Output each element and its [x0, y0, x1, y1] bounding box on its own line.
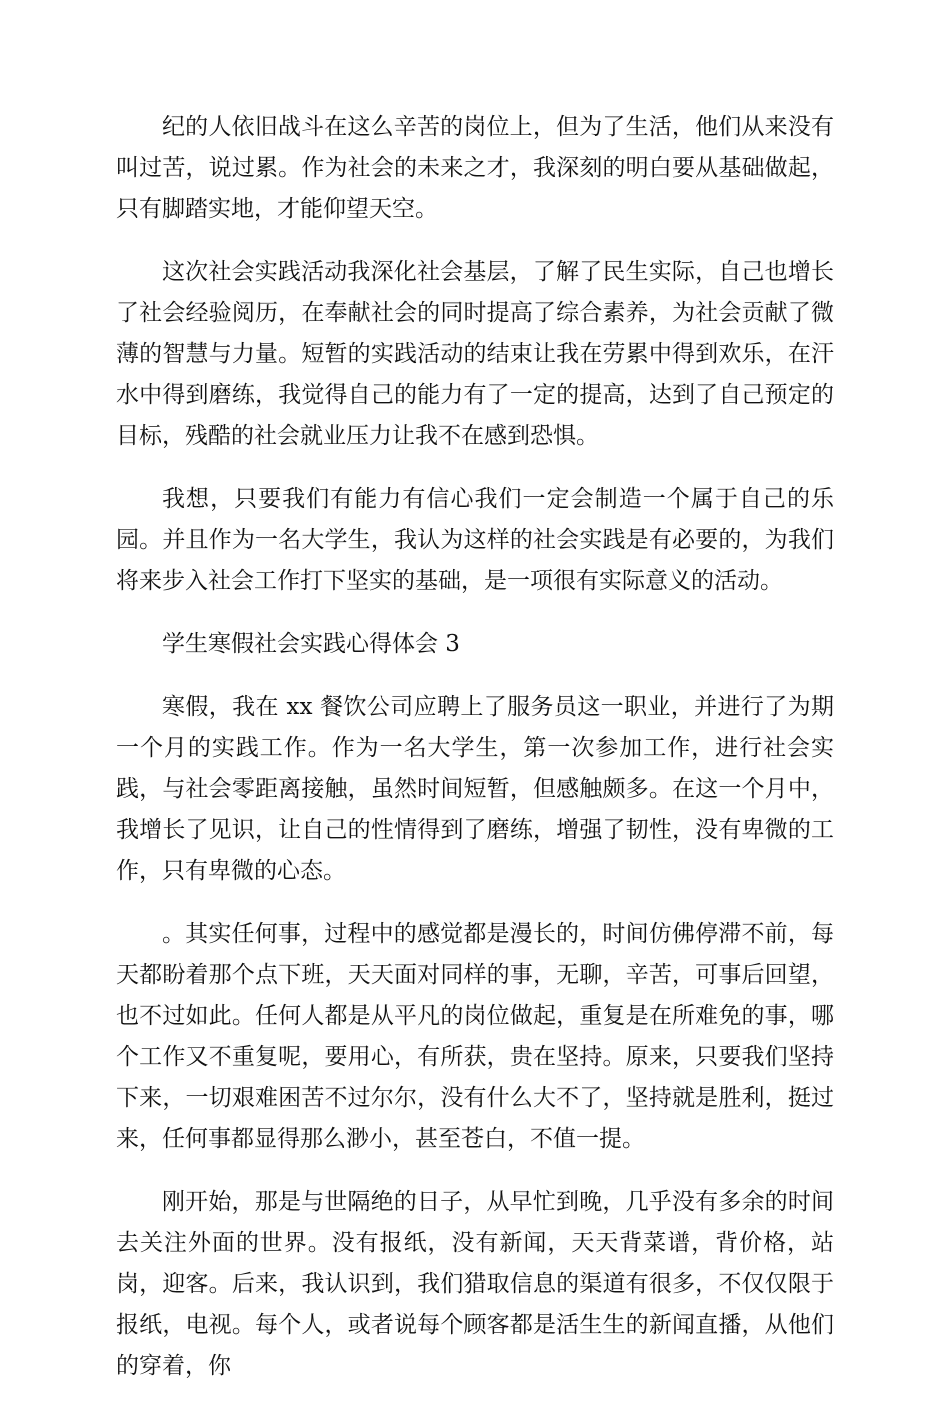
- paragraph: 这次社会实践活动我深化社会基层，了解了民生实际，自己也增长了社会经验阅历，在奉献社会的同时提高了综合素养，为社会贡献了微薄的智慧与力量。短暂的实践活动的结束让我在劳累中得到欢乐，在汗水中得到磨练，我觉得自己的能力有了一定的提高，达到了自己预定的目标，残酷的社会就业压力让我不在感到恐惧。: [116, 259, 834, 449]
- paragraph: 我想，只要我们有能力有信心我们一定会制造一个属于自己的乐园。并且作为一名大学生，我认为这样的社会实践是有必要的，为我们将来步入社会工作打下坚实的基础，是一项很有实际意义的活动。: [116, 486, 834, 594]
- paragraph: 纪的人依旧战斗在这么辛苦的岗位上，但为了生活，他们从来没有叫过苦，说过累。作为社会的未来之才，我深刻的明白要从基础做起，只有脚踏实地，才能仰望天空。: [116, 114, 834, 222]
- paragraph: 刚开始，那是与世隔绝的日子，从早忙到晚，几乎没有多余的时间去关注外面的世界。没有报纸，没有新闻，天天背菜谱，背价格，站岗，迎客。后来，我认识到，我们猎取信息的渠道有很多，不仅仅限于报纸，电视。每个人，或者说每个顾客都是活生生的新闻直播，从他们的穿着，你: [116, 1189, 834, 1379]
- document-body: [116, 107, 834, 1409]
- paragraph: 。其实任何事，过程中的感觉都是漫长的，时间仿佛停滞不前，每天都盼着那个点下班，天天面对同样的事，无聊，辛苦，可事后回望，也不过如此。任何人都是从平凡的岗位做起，重复是在所难免的事，哪个工作又不重复呢，要用心，有所获，贵在坚持。原来，只要我们坚持下来，一切艰难困苦不过尔尔，没有什么大不了，坚持就是胜利，挺过来，任何事都显得那么渺小，甚至苍白，不值一提。: [116, 921, 834, 1152]
- paragraph: 寒假，我在 xx 餐饮公司应聘上了服务员这一职业，并进行了为期一个月的实践工作。作为一名大学生，第一次参加工作，进行社会实践，与社会零距离接触，虽然时间短暂，但感触颇多。在这一个月中，我增长了见识，让自己的性情得到了磨练，增强了韧性，没有卑微的工作，只有卑微的心态。: [116, 694, 834, 884]
- section-title: 学生寒假社会实践心得体会 3: [162, 631, 460, 657]
